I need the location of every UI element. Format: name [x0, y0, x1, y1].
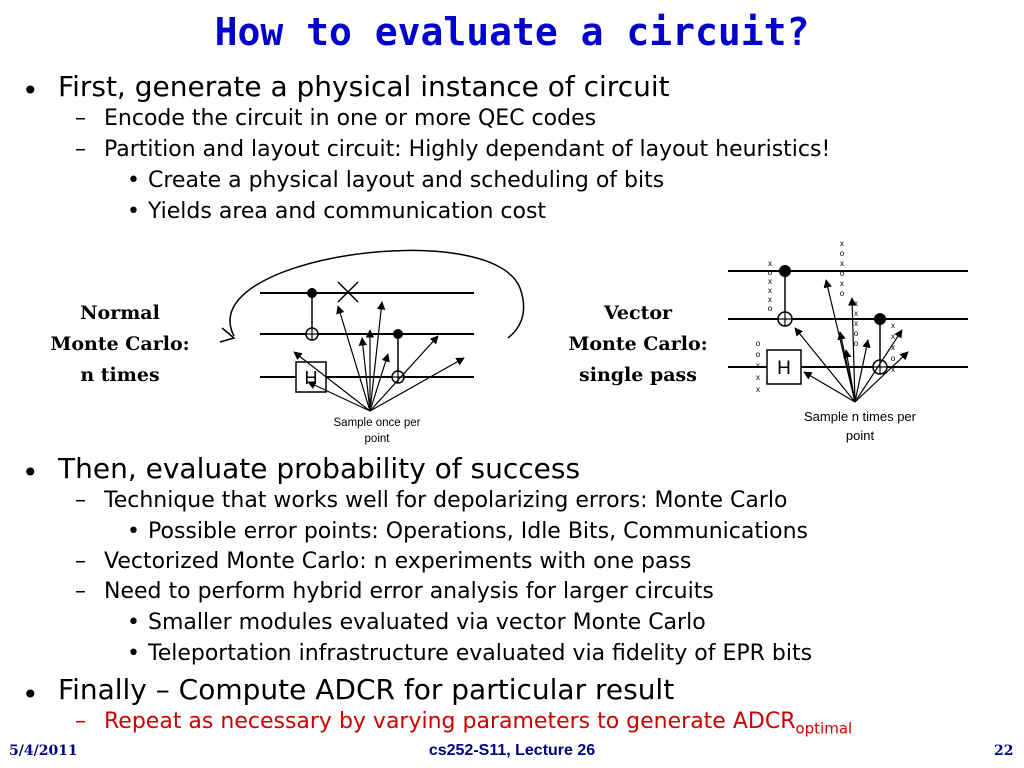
gate-label: H — [304, 368, 318, 388]
bullet-3-1-text: Repeat as necessary by varying parameters to generate ADCR — [104, 709, 796, 734]
bullet-2: Then, evaluate probability of success — [58, 452, 581, 485]
bullet-2-3-1: Smaller modules evaluated via vector Monte Carlo — [148, 610, 706, 635]
bullet-marker: • — [127, 199, 140, 224]
gate-label: H — [777, 358, 791, 379]
caption-line: point — [845, 428, 875, 443]
footer-date: 5/4/2011 — [9, 743, 78, 759]
bullet-2-3-2: Teleportation infrastructure evaluated via fidelity of EPR bits — [148, 641, 813, 666]
dash-marker: – — [75, 137, 86, 162]
svg-text:x: x — [840, 279, 844, 288]
svg-text:x: x — [756, 385, 760, 394]
bullet-2-3: Need to perform hybrid error analysis for larger circuits — [104, 579, 714, 604]
svg-text:x: x — [854, 309, 858, 318]
slide-title: How to evaluate a circuit? — [214, 10, 810, 54]
svg-text:x: x — [756, 373, 760, 382]
svg-text:x: x — [768, 277, 772, 286]
bullet-marker: • — [22, 456, 39, 489]
svg-text:x: x — [840, 240, 844, 248]
vector-monte-carlo-diagram — [722, 240, 972, 452]
sample-arrows — [294, 302, 464, 411]
bullet-marker: • — [127, 519, 140, 544]
svg-text:o: o — [839, 249, 845, 258]
svg-text:x: x — [756, 361, 760, 370]
caption-line: Sample n times per — [804, 409, 916, 424]
svg-text:o: o — [890, 354, 896, 363]
bullet-1-2-1: Create a physical layout and scheduling of bits — [148, 168, 665, 193]
bullet-1-2: Partition and layout circuit: Highly dependant of layout heuristics! — [104, 137, 831, 162]
subscript-optimal: optimal — [795, 719, 853, 738]
svg-text:x: x — [768, 259, 772, 268]
bullet-marker: • — [22, 74, 39, 107]
svg-text:o: o — [767, 268, 773, 277]
bullet-2-2: Vectorized Monte Carlo: n experiments with one pass — [104, 549, 692, 574]
dash-marker: – — [75, 106, 86, 131]
bullet-3-1 — [104, 709, 852, 737]
loop-arc — [230, 250, 524, 338]
dash-marker: – — [75, 579, 86, 604]
bullet-marker: • — [127, 610, 140, 635]
svg-text:x: x — [891, 365, 895, 374]
normal-monte-carlo-diagram — [212, 246, 527, 451]
svg-text:x: x — [768, 295, 772, 304]
caption-line: point — [364, 433, 390, 445]
footer-course: cs252-S11, Lecture 26 — [428, 742, 596, 759]
svg-text:x: x — [854, 299, 858, 308]
bullet-1-2-2: Yields area and communication cost — [148, 199, 547, 224]
bullet-3: Finally – Compute ADCR for particular result — [58, 673, 675, 706]
svg-text:o: o — [767, 304, 773, 313]
svg-text:x: x — [891, 343, 895, 352]
svg-text:x: x — [854, 319, 858, 328]
bullet-marker: • — [127, 168, 140, 193]
dash-marker: – — [75, 488, 86, 513]
svg-text:o: o — [839, 269, 845, 278]
normal-monte-carlo-label — [30, 298, 210, 391]
bullet-2-1-1: Possible error points: Operations, Idle Bits, Communications — [148, 519, 808, 544]
label-line: single pass — [579, 364, 697, 386]
svg-text:x: x — [891, 332, 895, 341]
svg-text:o: o — [853, 339, 859, 348]
vector-monte-carlo-label — [548, 298, 728, 391]
bullet-marker: • — [127, 641, 140, 666]
svg-text:x: x — [768, 286, 772, 295]
svg-text:o: o — [755, 350, 761, 359]
bullet-marker: • — [22, 678, 39, 711]
label-line: Normal — [80, 302, 160, 324]
label-line: n times — [80, 364, 160, 386]
dash-marker: – — [75, 549, 86, 574]
svg-text:o: o — [853, 329, 859, 338]
label-line: Monte Carlo: — [568, 333, 708, 355]
bullet-2-1: Technique that works well for depolarizing errors: Monte Carlo — [104, 488, 788, 513]
sample-arrows — [795, 280, 908, 402]
dash-marker: – — [75, 709, 86, 734]
label-line: Monte Carlo: — [50, 333, 190, 355]
bullet-1-1: Encode the circuit in one or more QEC codes — [104, 106, 597, 131]
svg-text:x: x — [891, 321, 895, 330]
bullet-1: First, generate a physical instance of circuit — [58, 70, 670, 103]
svg-text:x: x — [840, 259, 844, 268]
svg-text:o: o — [755, 339, 761, 348]
svg-text:o: o — [839, 289, 845, 298]
label-line: Vector — [603, 302, 673, 324]
footer-page-number: 22 — [994, 743, 1014, 759]
caption-line: Sample once per — [333, 417, 421, 429]
